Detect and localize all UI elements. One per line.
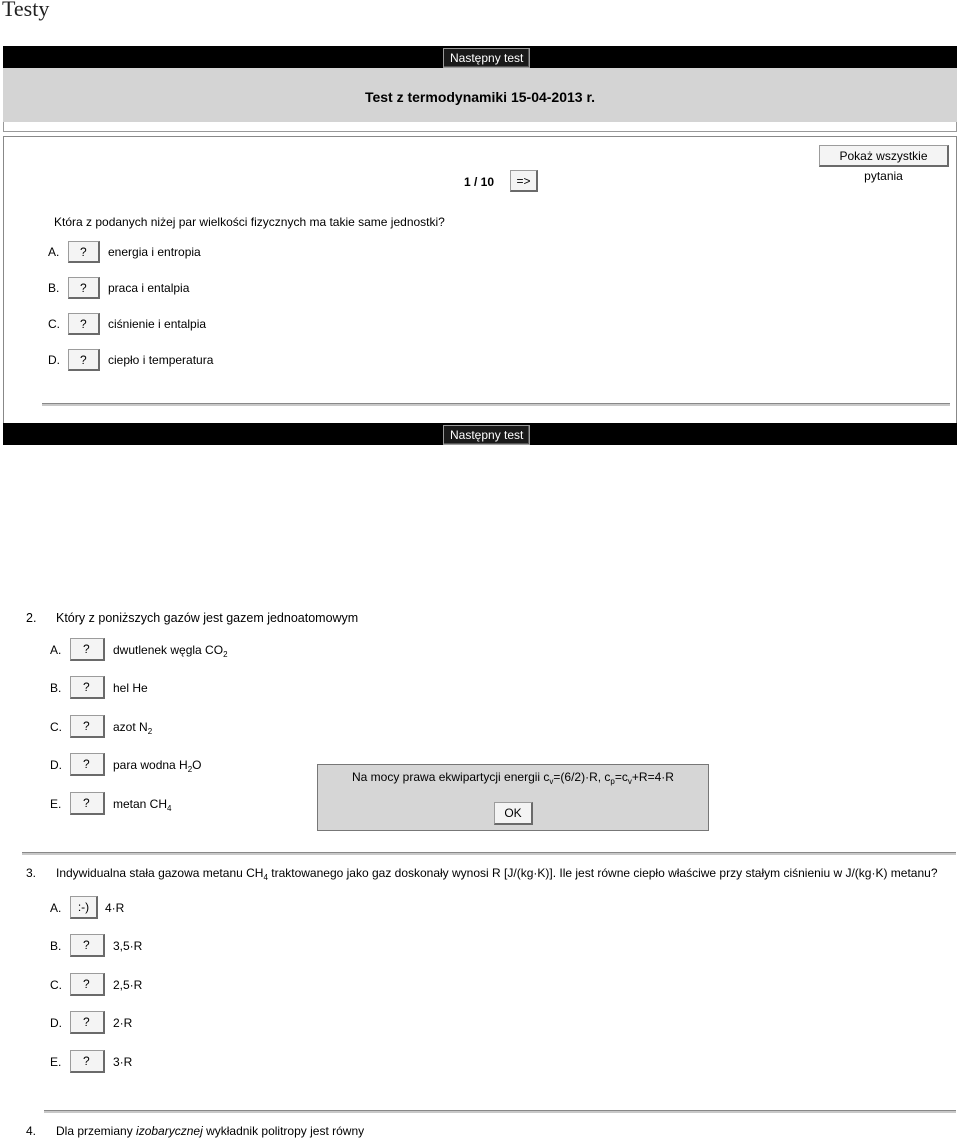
answer-letter: D. (50, 1016, 62, 1030)
answer-letter: D. (50, 758, 62, 772)
question-text: Indywidualna stała gazowa metanu $CH_4$ traktowanego jako gaz doskonały wynosi R [J/(kg·K)]. Ile jest równe ciepło właściwe przy stałym ciśnieniu w J/(kg·K) metanu? (56, 866, 938, 882)
question-number: 3. (26, 866, 37, 880)
next-test-button-top[interactable]: Następny test (443, 48, 530, 68)
answer-text: 2,5·R (113, 978, 143, 992)
answer-a-button[interactable]: ? (70, 638, 105, 661)
answer-a-button[interactable]: ? (68, 241, 100, 263)
question-number: 4. (26, 1124, 37, 1138)
answer-text: praca i entalpia (108, 281, 190, 295)
answer-text: 2·R (113, 1016, 133, 1030)
answer-letter: A. (50, 643, 62, 657)
answer-letter: E. (50, 797, 62, 811)
divider (44, 1110, 956, 1113)
show-all-questions-button[interactable]: Pokaż wszystkie pytania (819, 145, 949, 167)
answer-letter: D. (48, 353, 60, 367)
answer-text: metan $CH_4$ (113, 797, 172, 813)
answer-text: energia i entropia (108, 245, 201, 259)
answer-b-button[interactable]: ? (68, 277, 100, 299)
test-title: Test z termodynamiki 15-04-2013 r. (3, 68, 957, 122)
answer-d-button[interactable]: ? (68, 349, 100, 371)
answer-letter: B. (48, 281, 60, 295)
answer-letter: C. (48, 317, 60, 331)
feedback-dialog (317, 764, 709, 831)
answer-text: 3·R (113, 1055, 133, 1069)
answer-c-button[interactable]: ? (70, 715, 105, 738)
answer-letter: A. (50, 901, 62, 915)
answer-text: ciśnienie i entalpia (108, 317, 207, 331)
next-test-button-bottom[interactable]: Następny test (443, 425, 530, 445)
answer-a-button[interactable]: :-) (70, 896, 98, 919)
answer-letter: A. (48, 245, 60, 259)
answer-letter: B. (50, 681, 62, 695)
question-counter: 1 / 10 (464, 175, 495, 189)
answer-letter: E. (50, 1055, 62, 1069)
answer-d-button[interactable]: ? (70, 753, 105, 776)
next-question-button[interactable]: => (510, 170, 538, 192)
question-text: Który z poniższych gazów jest gazem jednoatomowym (56, 611, 359, 625)
answer-e-button[interactable]: ? (70, 792, 105, 815)
top-nav-bar (3, 46, 957, 68)
divider (42, 403, 950, 406)
answer-text: 4·R (105, 901, 125, 915)
answer-c-button[interactable]: ? (70, 973, 105, 996)
question-panel (3, 136, 957, 423)
bottom-nav-bar (3, 423, 957, 445)
divider-strip (3, 122, 957, 132)
answer-e-button[interactable]: ? (70, 1050, 105, 1073)
answer-b-button[interactable]: ? (70, 934, 105, 957)
answer-text: azot $N_2$ (113, 720, 153, 736)
answer-text: para wodna $H_2O$ (113, 758, 202, 774)
answer-text: dwutlenek węgla $CO_2$ (113, 643, 228, 659)
answer-b-button[interactable]: ? (70, 676, 105, 699)
question-text: Która z podanych niżej par wielkości fizycznych ma takie same jednostki? (54, 215, 445, 229)
answer-letter: C. (50, 720, 62, 734)
answer-text: hel He (113, 681, 148, 695)
question-text: Dla przemiany izobarycznej wykładnik politropy jest równy (56, 1124, 365, 1138)
page-title: Testy (2, 0, 50, 21)
ok-button[interactable]: OK (494, 802, 533, 825)
question-number: 2. (26, 611, 37, 625)
dialog-message: Na mocy prawa ekwipartycji energii $c_v=(6/2)\cdot R$, $c_p=c_v+R=4\cdot R$ (352, 770, 674, 786)
answer-c-button[interactable]: ? (68, 313, 100, 335)
divider (22, 852, 956, 855)
answer-letter: C. (50, 978, 62, 992)
answer-letter: B. (50, 939, 62, 953)
answer-text: 3,5·R (113, 939, 143, 953)
answer-d-button[interactable]: ? (70, 1011, 105, 1034)
answer-text: ciepło i temperatura (108, 353, 214, 367)
